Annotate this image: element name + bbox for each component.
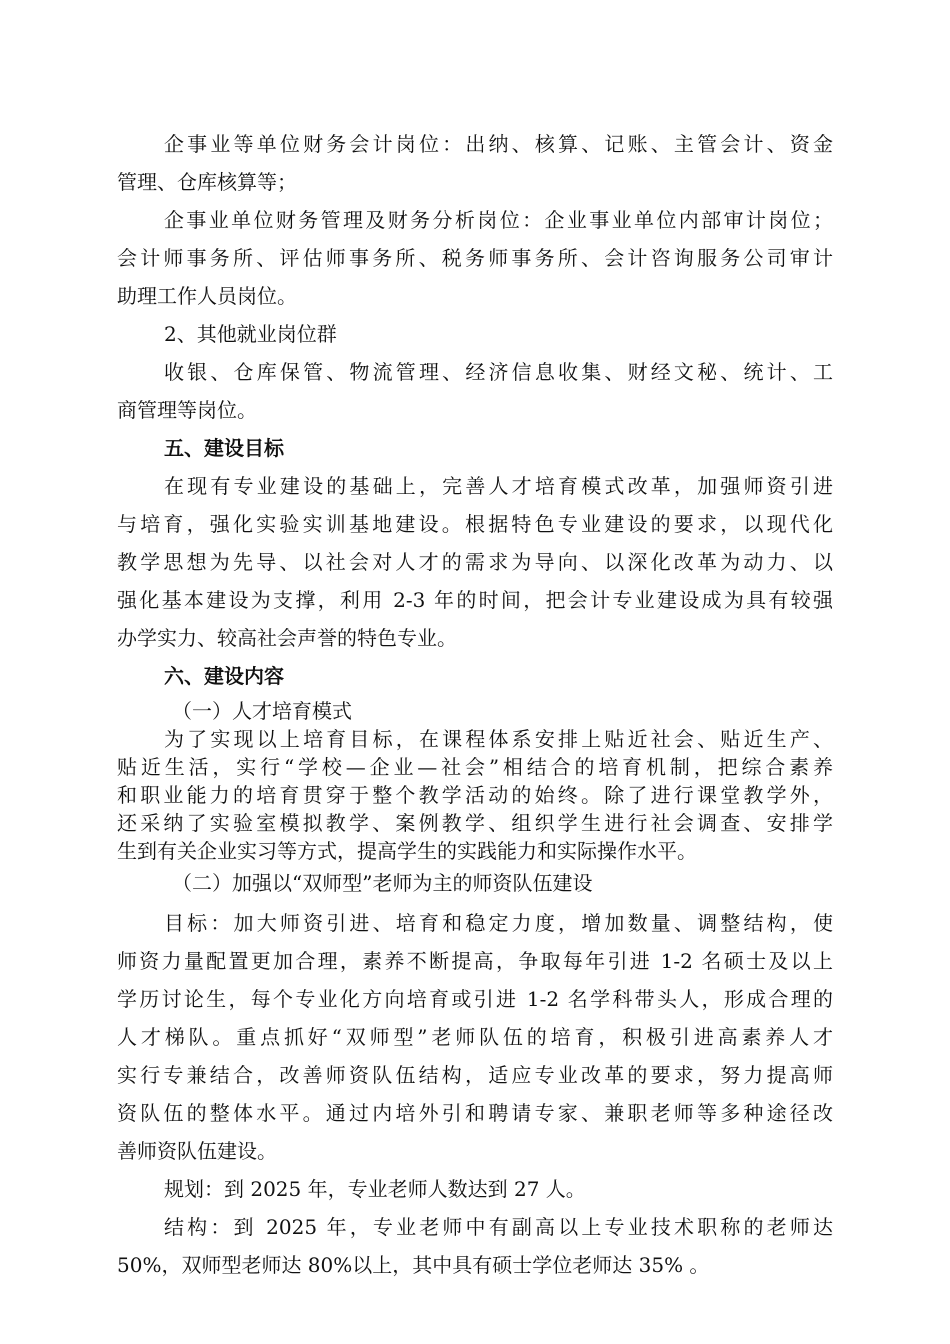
- paragraph-line: 会计师事务所、评估师事务所、税务师事务所、会计咨询服务公司审计: [117, 246, 833, 270]
- paragraph-line: 收银、仓库保管、物流管理、经济信息收集、财经文秘、统计、工: [164, 360, 833, 384]
- section-heading: 五、建设目标: [164, 436, 284, 460]
- subsection-heading: （二）加强以“双师型”老师为主的师资队伍建设: [172, 871, 593, 895]
- paragraph-line: 实行专兼结合，改善师资队伍结构，适应专业改革的要求，努力提高师: [117, 1063, 833, 1087]
- paragraph-line: 商管理等岗位。: [117, 398, 257, 422]
- section-heading: 六、建设内容: [164, 664, 284, 688]
- paragraph-line: 与培育，强化实验实训基地建设。根据特色专业建设的要求，以现代化: [117, 512, 833, 536]
- paragraph-line: 生到有关企业实习等方式，提高学生的实践能力和实际操作水平。: [117, 839, 697, 863]
- paragraph-line: 50%，双师型老师达 80%以上，其中具有硕士学位老师达 35% 。: [117, 1253, 710, 1277]
- paragraph-line: 资队伍的整体水平。通过内培外引和聘请专家、兼职老师等多种途径改: [117, 1101, 833, 1125]
- paragraph-line: 贴近生活，实行“学校—企业—社会”相结合的培育机制，把综合素养: [117, 755, 833, 779]
- paragraph-line: 善师资队伍建设。: [117, 1139, 277, 1163]
- paragraph-line: 目标：加大师资引进、培育和稳定力度，增加数量、调整结构，使: [164, 911, 833, 935]
- paragraph-line: 企事业等单位财务会计岗位：出纳、核算、记账、主管会计、资金: [164, 132, 833, 156]
- paragraph-line: 人才梯队。重点抓好“双师型”老师队伍的培育，积极引进高素养人才: [117, 1025, 833, 1049]
- paragraph-line: 结构：到 2025 年，专业老师中有副高以上专业技术职称的老师达: [164, 1215, 833, 1239]
- paragraph-line: 和职业能力的培育贯穿于整个教学活动的始终。除了进行课堂教学外，: [117, 783, 833, 807]
- paragraph-line: 学历讨论生，每个专业化方向培育或引进 1-2 名学科带头人，形成合理的: [117, 987, 833, 1011]
- paragraph-line: 管理、仓库核算等；: [117, 170, 297, 194]
- paragraph-line: 企事业单位财务管理及财务分析岗位：企业事业单位内部审计岗位；: [164, 208, 833, 232]
- paragraph-line: 办学实力、较高社会声誉的特色专业。: [117, 626, 457, 650]
- paragraph-line: 为了实现以上培育目标，在课程体系安排上贴近社会、贴近生产、: [164, 727, 833, 751]
- paragraph-line: 助理工作人员岗位。: [117, 284, 297, 308]
- paragraph-line: 强化基本建设为支撑，利用 2-3 年的时间，把会计专业建设成为具有较强: [117, 588, 833, 612]
- subsection-heading: （一）人才培育模式: [172, 699, 352, 723]
- paragraph-line: 教学思想为先导、以社会对人才的需求为导向、以深化改革为动力、以: [117, 550, 833, 574]
- paragraph-line: 还采纳了实验室模拟教学、案例教学、组织学生进行社会调查、安排学: [117, 811, 833, 835]
- paragraph-line: 在现有专业建设的基础上，完善人才培育模式改革，加强师资引进: [164, 474, 833, 498]
- paragraph-line: 师资力量配置更加合理，素养不断提高，争取每年引进 1-2 名硕士及以上: [117, 949, 833, 973]
- paragraph-line: 规划：到 2025 年，专业老师人数达到 27 人。: [164, 1177, 586, 1201]
- subsection-heading: 2、其他就业岗位群: [164, 322, 337, 346]
